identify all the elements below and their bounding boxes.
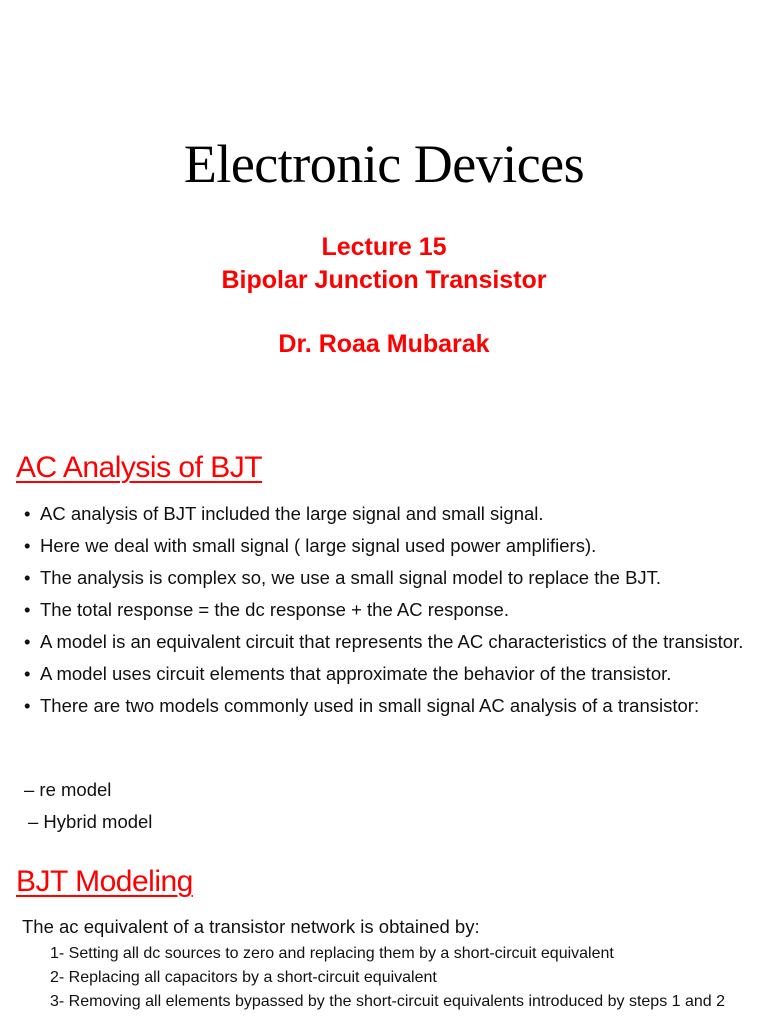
- step-item: 1- Setting all dc sources to zero and replacing them by a short-circuit equivalent: [50, 945, 614, 962]
- bullet-item: • Here we deal with small signal ( large signal used power amplifiers).: [24, 534, 755, 558]
- lecture-number: Lecture 15: [321, 233, 447, 261]
- author-name: Dr. Roaa Mubarak: [278, 330, 490, 358]
- lecture-topic: Bipolar Junction Transistor: [221, 266, 547, 294]
- bullet-item: • The analysis is complex so, we use a small signal model to replace the BJT.: [24, 566, 755, 590]
- model-item-re: – re model: [24, 779, 112, 800]
- step-item: 2- Replacing all capacitors by a short-circuit equivalent: [50, 969, 437, 986]
- ac-analysis-heading: AC Analysis of BJT: [16, 451, 263, 484]
- bjt-modeling-steps: [50, 942, 730, 1014]
- presentation-title: Electronic Devices: [183, 134, 585, 194]
- ac-analysis-bullet-list: [24, 502, 755, 726]
- bullet-item: • A model uses circuit elements that approximate the behavior of the transistor.: [24, 662, 755, 686]
- step-item: 3- Removing all elements bypassed by the short-circuit equivalents introduced by steps 1 and 2: [50, 993, 726, 1010]
- model-item-hybrid: – Hybrid model: [28, 811, 153, 832]
- bjt-modeling-intro: The ac equivalent of a transistor network is obtained by:: [22, 916, 480, 937]
- title-slide: [0, 0, 768, 420]
- bullet-item: • A model is an equivalent circuit that represents the AC characteristics of the transistor.: [24, 630, 755, 654]
- bullet-item: • There are two models commonly used in small signal AC analysis of a transistor:: [24, 694, 755, 718]
- bullet-item: • AC analysis of BJT included the large signal and small signal.: [24, 502, 755, 526]
- bullet-item: • The total response = the dc response + the AC response.: [24, 598, 755, 622]
- bjt-modeling-heading: BJT Modeling: [16, 865, 193, 898]
